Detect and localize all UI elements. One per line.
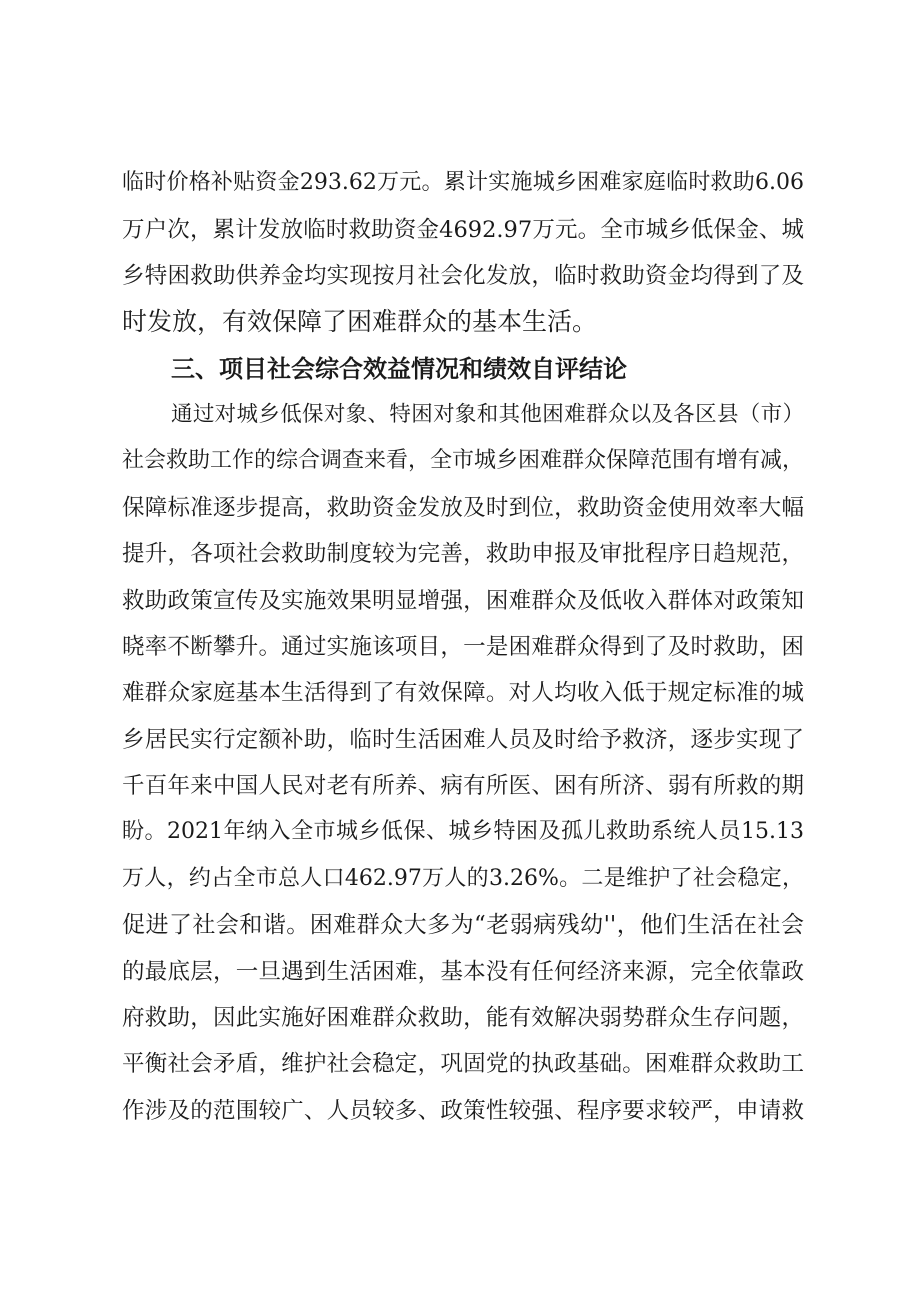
paragraph-2-line-13: 的最底层，一旦遇到生活困难，基本没有任何经济来源，完全依靠政	[122, 959, 804, 985]
paragraph-2-line-8: 乡居民实行定额补助，临时生活困难人员及时给予救济，逐步实现了	[122, 727, 804, 753]
paragraph-2-line-10: 盼。2021年纳入全市城乡低保、城乡特困及孤儿救助系统人员15.13	[122, 819, 804, 844]
paragraph-2-line-7: 难群众家庭基本生活得到了有效保障。对人均收入低于规定标准的城	[122, 680, 804, 706]
paragraph-2-line-2: 社会救助工作的综合调查来看，全市城乡困难群众保障范围有增有减，	[122, 448, 805, 473]
paragraph-1-line-4: 时发放，有效保障了困难群众的基本生活。	[122, 307, 598, 336]
paragraph-2-line-5: 救助政策宣传及实施效果明显增强，困难群众及低收入群体对政策知	[122, 588, 804, 614]
paragraph-2-line-9: 千百年来中国人民对老有所养、病有所医、困有所济、弱有所救的期	[122, 773, 804, 799]
paragraph-2-line-6: 晓率不断攀升。通过实施该项目，一是困难群众得到了及时救助，困	[122, 634, 804, 660]
paragraph-2-line-16: 作涉及的范围较广、人员较多、政策性较强、程序要求较严，申请救	[122, 1098, 804, 1124]
paragraph-1-line-2: 万户次，累计发放临时救助资金4692.97万元。全市城乡低保金、城	[122, 217, 804, 243]
paragraph-2-line-14: 府救助，因此实施好困难群众救助，能有效解决弱势群众生存问题，	[122, 1005, 804, 1031]
section-heading: 三、项目社会综合效益情况和绩效自评结论	[171, 355, 627, 383]
paragraph-2-line-11: 万人，约占全市总人口462.97万人的3.26%。二是维护了社会稳定，	[122, 866, 804, 891]
paragraph-2-line-1: 通过对城乡低保对象、特困对象和其他困难群众以及各区县（市）	[171, 402, 804, 427]
paragraph-2-line-3: 保障标准逐步提高，救助资金发放及时到位，救助资金使用效率大幅	[122, 495, 804, 521]
paragraph-2-line-4: 提升，各项社会救助制度较为完善，救助申报及审批程序日趋规范，	[122, 541, 804, 567]
paragraph-2-line-15: 平衡社会矛盾，维护社会稳定，巩固党的执政基础。困难群众救助工	[122, 1051, 804, 1077]
paragraph-1-line-1: 临时价格补贴资金293.62万元。累计实施城乡困难家庭临时救助6.06	[122, 170, 804, 195]
paragraph-2-line-12: 促进了社会和谐。困难群众大多为“老弱病残幼''，他们生活在社会	[122, 912, 804, 938]
paragraph-1-line-3: 乡特困救助供养金均实现按月社会化发放，临时救助资金均得到了及	[122, 263, 804, 289]
